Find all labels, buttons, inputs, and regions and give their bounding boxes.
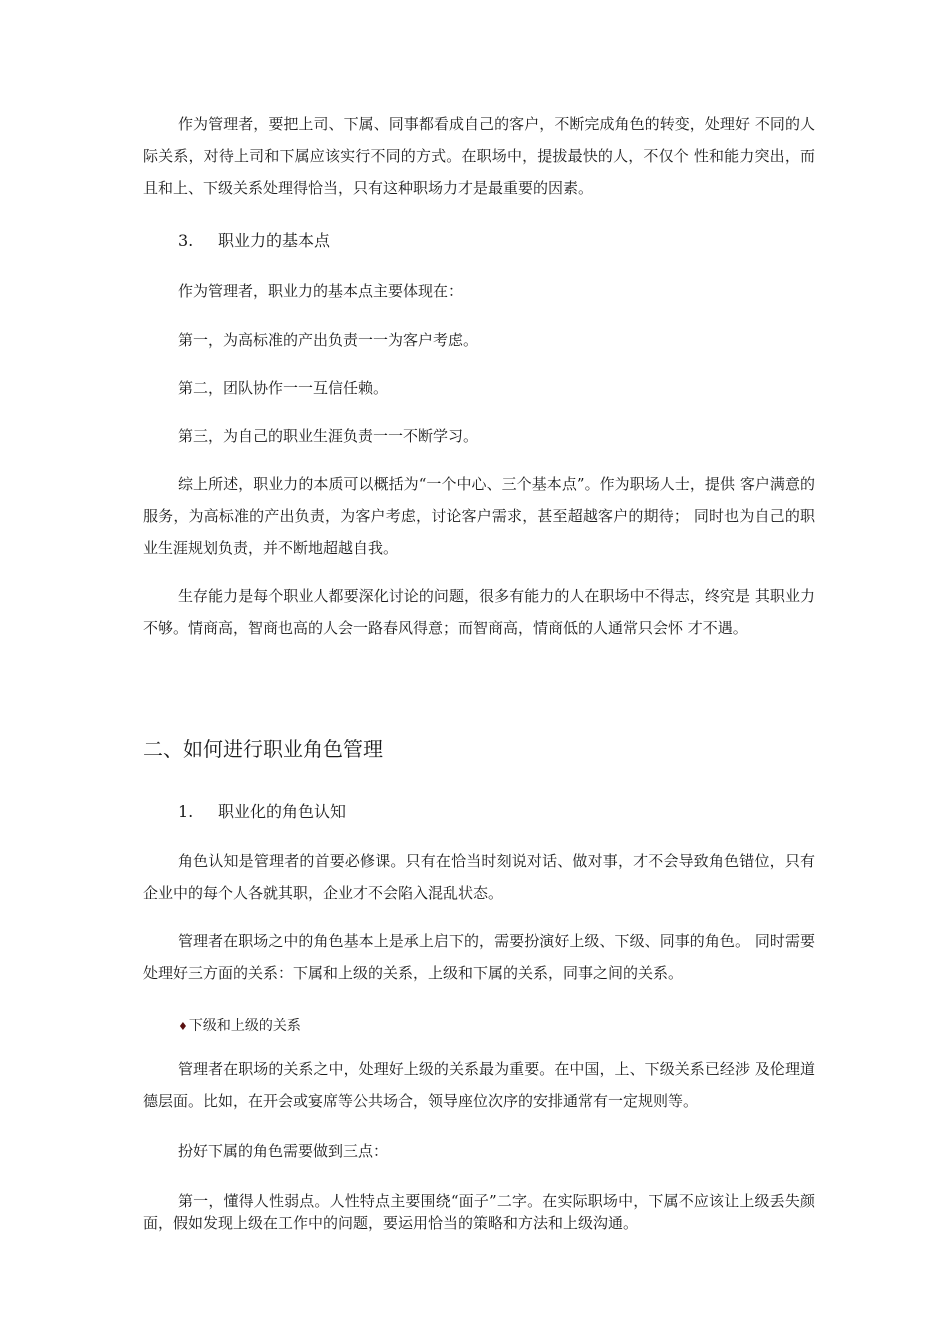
- paragraph-role-relations: 管理者在职场之中的角色基本上是承上启下的，需要扮演好上级、下级、同事的角色。 同时需要处理好三方面的关系：下属和上级的关系，上级和下属的关系，同事之间的关系。: [143, 932, 815, 982]
- paragraph-survival-ability: 生存能力是每个职业人都要深化讨论的问题，很多有能力的人在职场中不得志，终究是 其职业力不够。情商高，智商也高的人会一路春风得意；而智商高，情商低的人通常只会怀 才不遇。: [143, 587, 815, 637]
- paragraph-role-cognition: 角色认知是管理者的首要必修课。只有在恰当时刻说对话、做对事，才不会导致角色错位，只有企业中的每个人各就其职，企业才不会陷入混乱状态。: [143, 852, 815, 902]
- paragraph-point-two: 第二，团队协作一一互信任赖。: [178, 379, 389, 397]
- paragraph-superior-relation: 管理者在职场的关系之中，处理好上级的关系最为重要。在中国，上、下级关系已经涉 及伦理道德层面。比如，在开会或宴席等公共场合，领导座位次序的安排通常有一定规则等。: [143, 1060, 815, 1110]
- paragraph-intro: 作为管理者，要把上司、下属、同事都看成自己的客户，不断完成角色的转变，处理好 不同的人际关系，对待上司和下属应该实行不同的方式。在职场中，提拔最快的人，不仅个 性和能力突出，而且和上、下级关系处理得恰当，只有这种职场力才是最重要的因素。: [143, 115, 815, 197]
- diamond-bullet-icon: ♦: [178, 1020, 188, 1033]
- subheading-3: [178, 229, 330, 253]
- subheading-number: 3.: [178, 231, 194, 250]
- subheading-text: 职业力的基本点: [218, 231, 331, 250]
- paragraph-summary: 综上所述，职业力的本质可以概括为“一个中心、三个基本点”。作为职场人士，提供 客户满意的服务，为高标准的产出负责，为客户考虑，讨论客户需求，甚至超越客户的期待； 同时也为自己的职业生涯规划负责，并不断地超越自我。: [143, 475, 815, 557]
- subheading-number: 1.: [178, 802, 194, 821]
- bullet-heading-text: 下级和上级的关系: [188, 1018, 301, 1034]
- paragraph-basic-points-intro: 作为管理者，职业力的基本点主要体现在：: [178, 282, 464, 300]
- bullet-heading: [178, 1015, 301, 1038]
- subheading-1: [178, 800, 346, 824]
- paragraph-human-weakness: 第一，懂得人性弱点。人性特点主要围绕“面子”二字。在实际职场中，下属不应该让上级丢失颜面，假如发现上级在工作中的问题，要运用恰当的策略和方法和上级沟通。: [143, 1192, 815, 1232]
- paragraph-point-three: 第三，为自己的职业生涯负责一一不断学习。: [178, 427, 479, 445]
- paragraph-three-points: 扮好下属的角色需要做到三点：: [178, 1142, 389, 1160]
- section-title-two: 二、如何进行职业角色管理: [143, 737, 383, 761]
- subheading-text: 职业化的角色认知: [218, 802, 347, 821]
- paragraph-point-one: 第一，为高标准的产出负责一一为客户考虑。: [178, 331, 479, 349]
